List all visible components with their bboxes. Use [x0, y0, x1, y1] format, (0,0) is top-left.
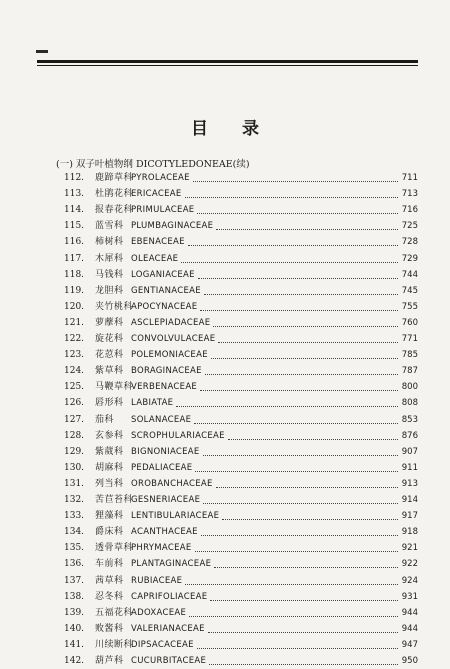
toc-entry	[0, 283, 450, 299]
entry-chinese-name: 五福花科	[95, 607, 134, 618]
toc-entry	[0, 379, 450, 395]
entry-number: 114.	[64, 205, 85, 216]
entry-chinese-name: 唇形科	[95, 398, 124, 409]
dot-leader	[222, 519, 398, 520]
toc-entry	[0, 299, 450, 315]
entry-page-number: 924	[401, 575, 418, 586]
entry-number: 122.	[64, 334, 85, 344]
entry-chinese-name: 旋花科	[95, 334, 124, 344]
entry-page-number: 716	[401, 205, 418, 216]
header-rule-thin	[37, 65, 418, 66]
entry-page-number: 744	[401, 269, 418, 280]
entry-latin-name: DIPSACACEAE	[131, 639, 194, 650]
toc-entry	[0, 621, 450, 637]
entry-number: 127.	[64, 414, 85, 425]
entry-latin-name: BIGNONIACEAE	[131, 446, 200, 457]
entry-latin-name: PLANTAGINACEAE	[131, 559, 212, 570]
dot-leader	[188, 245, 398, 246]
entry-page-number: 729	[401, 253, 418, 264]
toc-entry	[0, 508, 450, 524]
toc-entry	[0, 251, 450, 267]
toc-entry	[0, 186, 450, 202]
dot-leader	[216, 487, 398, 488]
entry-number: 132.	[64, 495, 85, 505]
entry-chinese-name: 败酱科	[95, 623, 124, 634]
entry-page-number: 944	[401, 607, 418, 618]
entry-chinese-name: 川续断科	[95, 639, 134, 650]
dot-leader	[185, 197, 398, 198]
entry-chinese-name: 忍冬科	[95, 591, 124, 602]
entry-chinese-name: 木犀科	[95, 253, 124, 264]
entry-number: 124.	[64, 366, 85, 377]
toc-entry	[0, 605, 450, 621]
entry-number: 119.	[64, 285, 85, 296]
entry-page-number: 713	[401, 189, 418, 200]
entry-chinese-name: 蓝雪科	[95, 221, 124, 232]
entry-number: 117.	[64, 253, 85, 264]
dot-leader	[201, 535, 398, 536]
entry-latin-name: EBENACEAE	[131, 237, 185, 248]
entry-latin-name: PHRYMACEAE	[131, 543, 192, 554]
toc-entry	[0, 460, 450, 476]
entry-page-number: 760	[401, 317, 418, 328]
dot-leader	[214, 567, 398, 568]
dot-leader	[209, 664, 398, 665]
entry-page-number: 785	[401, 350, 418, 361]
toc-entry	[0, 347, 450, 363]
dot-leader	[195, 551, 398, 552]
section-heading: (一) 双子叶植物纲 DICOTYLEDONEAE(续)	[56, 159, 250, 170]
entry-number: 141.	[64, 639, 85, 650]
dot-leader	[200, 390, 398, 391]
entry-page-number: 918	[401, 527, 418, 538]
entry-chinese-name: 透骨草科	[95, 543, 134, 554]
entry-number: 120.	[64, 301, 85, 312]
entry-chinese-name: 葫芦科	[95, 656, 124, 666]
entry-latin-name: APOCYNACEAE	[131, 301, 198, 312]
entry-chinese-name: 苦苣苔科	[95, 495, 134, 505]
dot-leader	[208, 632, 398, 633]
entry-chinese-name: 马鞭草科	[95, 382, 134, 393]
page-title: 目 录	[191, 119, 273, 139]
entry-chinese-name: 萝藦科	[95, 317, 124, 328]
entry-page-number: 917	[401, 511, 418, 522]
entry-chinese-name: 狸藻科	[95, 511, 124, 522]
entry-chinese-name: 杜鹃花科	[95, 189, 134, 200]
entry-chinese-name: 龙胆科	[95, 285, 124, 296]
entry-latin-name: OROBANCHACEAE	[131, 478, 213, 489]
entry-page-number: 755	[401, 301, 418, 312]
entry-page-number: 853	[401, 414, 418, 425]
entry-latin-name: PRIMULACEAE	[131, 205, 195, 216]
entry-chinese-name: 紫葳科	[95, 446, 124, 457]
entry-number: 112.	[64, 173, 85, 183]
entry-number: 142.	[64, 656, 85, 666]
entry-page-number: 745	[401, 285, 418, 296]
entry-latin-name: LENTIBULARIACEAE	[131, 511, 220, 522]
entry-latin-name: PYROLACEAE	[131, 173, 190, 183]
dot-leader	[200, 310, 398, 311]
entry-latin-name: SOLANACEAE	[131, 414, 192, 425]
entry-latin-name: CUCURBITACEAE	[131, 656, 207, 666]
entry-page-number: 771	[401, 334, 418, 344]
entry-number: 131.	[64, 478, 85, 489]
entry-page-number: 876	[401, 430, 418, 441]
toc-entry	[0, 218, 450, 234]
entry-latin-name: LABIATAE	[131, 398, 174, 409]
entry-latin-name: BORAGINACEAE	[131, 366, 202, 377]
dot-leader	[203, 503, 398, 504]
entry-number: 121.	[64, 317, 85, 328]
toc-entry	[0, 395, 450, 411]
toc-entry	[0, 556, 450, 572]
toc-entry	[0, 202, 450, 218]
dot-leader	[204, 294, 398, 295]
entry-latin-name: VALERIANACEAE	[131, 623, 205, 634]
entry-number: 133.	[64, 511, 85, 522]
entry-number: 116.	[64, 237, 85, 248]
entry-page-number: 907	[401, 446, 418, 457]
entry-chinese-name: 花荵科	[95, 350, 124, 361]
entry-latin-name: POLEMONIACEAE	[131, 350, 208, 361]
entry-chinese-name: 玄参科	[95, 430, 124, 441]
toc-entry	[0, 331, 450, 347]
dot-leader	[197, 213, 398, 214]
header-rule-thick	[37, 60, 418, 63]
entry-page-number: 921	[401, 543, 418, 554]
dot-leader	[218, 342, 398, 343]
entry-latin-name: CONVOLVULACEAE	[131, 334, 216, 344]
entry-number: 130.	[64, 462, 85, 473]
entry-chinese-name: 夹竹桃科	[95, 301, 134, 312]
toc-entry	[0, 234, 450, 250]
toc-entry	[0, 444, 450, 460]
entry-number: 125.	[64, 382, 85, 393]
entry-chinese-name: 茜草科	[95, 575, 124, 586]
dot-leader	[216, 229, 398, 230]
entry-latin-name: ERICACEAE	[131, 189, 182, 200]
entry-latin-name: VERBENACEAE	[131, 382, 198, 393]
entry-latin-name: GESNERIACEAE	[131, 495, 201, 505]
entry-chinese-name: 茄科	[95, 414, 115, 425]
entry-latin-name: OLEACEAE	[131, 253, 179, 264]
dot-leader	[193, 181, 398, 182]
entry-page-number: 922	[401, 559, 418, 570]
entry-chinese-name: 鹿蹄草科	[95, 173, 134, 183]
dot-leader	[181, 262, 398, 263]
entry-chinese-name: 紫草科	[95, 366, 124, 377]
entry-latin-name: ASCLEPIADACEAE	[131, 317, 211, 328]
toc-entry	[0, 589, 450, 605]
entry-page-number: 725	[401, 221, 418, 232]
entry-number: 118.	[64, 269, 85, 280]
entry-page-number: 944	[401, 623, 418, 634]
entry-chinese-name: 车前科	[95, 559, 124, 570]
entry-page-number: 711	[401, 173, 418, 183]
entry-latin-name: PEDALIACEAE	[131, 462, 193, 473]
dot-leader	[198, 278, 398, 279]
entry-page-number: 787	[401, 366, 418, 377]
entry-latin-name: LOGANIACEAE	[131, 269, 195, 280]
toc-entry	[0, 540, 450, 556]
entry-latin-name: SCROPHULARIACEAE	[131, 430, 225, 441]
entry-number: 138.	[64, 591, 85, 602]
dot-leader	[185, 584, 398, 585]
entry-page-number: 808	[401, 398, 418, 409]
dot-leader	[210, 600, 398, 601]
entry-chinese-name: 列当科	[95, 478, 124, 489]
entry-chinese-name: 马钱科	[95, 269, 124, 280]
entry-page-number: 800	[401, 382, 418, 393]
toc-entry	[0, 637, 450, 653]
dot-leader	[189, 616, 398, 617]
dot-leader	[194, 423, 398, 424]
entry-page-number: 913	[401, 478, 418, 489]
dot-leader	[195, 471, 398, 472]
toc-entry	[0, 267, 450, 283]
entry-chinese-name: 柿树科	[95, 237, 124, 248]
entry-number: 137.	[64, 575, 85, 586]
toc-entry	[0, 428, 450, 444]
dot-leader	[205, 374, 398, 375]
entry-chinese-name: 胡麻科	[95, 462, 124, 473]
entry-number: 128.	[64, 430, 85, 441]
entry-number: 123.	[64, 350, 85, 361]
dot-leader	[213, 326, 398, 327]
entry-page-number: 914	[401, 495, 418, 505]
entry-page-number: 950	[401, 656, 418, 666]
entry-latin-name: PLUMBAGINACEAE	[131, 221, 214, 232]
header-mark	[36, 50, 48, 53]
entry-page-number: 931	[401, 591, 418, 602]
entry-number: 135.	[64, 543, 85, 554]
entry-latin-name: ACANTHACEAE	[131, 527, 198, 538]
toc-entry	[0, 573, 450, 589]
toc-entry	[0, 653, 450, 669]
dot-leader	[176, 406, 398, 407]
entry-latin-name: ADOXACEAE	[131, 607, 187, 618]
entry-latin-name: RUBIACEAE	[131, 575, 183, 586]
toc-entry	[0, 412, 450, 428]
toc-entry	[0, 315, 450, 331]
toc-entry	[0, 170, 450, 186]
toc-entry	[0, 476, 450, 492]
dot-leader	[228, 439, 398, 440]
entry-number: 136.	[64, 559, 85, 570]
dot-leader	[211, 358, 398, 359]
entry-chinese-name: 报春花科	[95, 205, 134, 216]
entry-latin-name: CAPRIFOLIACEAE	[131, 591, 208, 602]
entry-page-number: 728	[401, 237, 418, 248]
entry-number: 129.	[64, 446, 85, 457]
entry-number: 139.	[64, 607, 85, 618]
entry-number: 113.	[64, 189, 85, 200]
toc-entry	[0, 492, 450, 508]
entry-number: 126.	[64, 398, 85, 409]
entry-number: 134.	[64, 527, 85, 538]
entry-number: 115.	[64, 221, 85, 232]
dot-leader	[203, 455, 398, 456]
entry-number: 140.	[64, 623, 85, 634]
toc-entry	[0, 363, 450, 379]
entry-page-number: 911	[401, 462, 418, 473]
entry-page-number: 947	[401, 639, 418, 650]
entry-latin-name: GENTIANACEAE	[131, 285, 201, 296]
toc-entry	[0, 524, 450, 540]
dot-leader	[197, 648, 398, 649]
entry-chinese-name: 爵床科	[95, 527, 124, 538]
